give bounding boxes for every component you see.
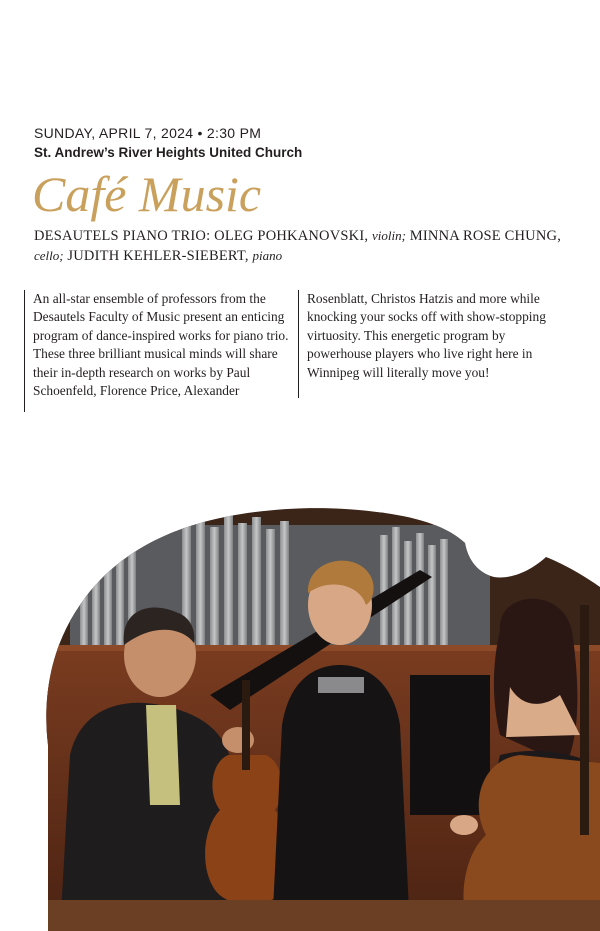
performer-judith: JUDITH KEHLER-SIEBERT,: [67, 248, 249, 264]
event-date-time: SUNDAY, APRIL 7, 2024 • 2:30 PM: [34, 125, 262, 141]
description-column-1: An all-star ensemble of professors from the Desautels Faculty of Music present an enticing program of dance-inspired works for piano trio. These three brilliant musical minds will share their in-depth research on works by Paul Schoenfeld, Florence Price, Alexander: [24, 290, 295, 412]
instrument-cello: cello;: [34, 248, 64, 263]
performers-list: [34, 226, 569, 266]
trio-photo: [0, 505, 600, 931]
instrument-piano: piano: [252, 248, 283, 263]
performer-oleg: DESAUTELS PIANO TRIO: OLEG POHKANOVSKI,: [34, 228, 369, 244]
performer-minna: MINNA ROSE CHUNG,: [409, 228, 562, 244]
instrument-violin: violin;: [372, 228, 406, 243]
event-title: Café Music: [32, 166, 262, 222]
event-venue: St. Andrew’s River Heights United Church: [34, 145, 303, 160]
description-column-2: Rosenblatt, Christos Hatzis and more while knocking your socks off with show-stopping virtuosity. This energetic program by powerhouse players who live right here in Winnipeg will literally move you!: [298, 290, 569, 398]
